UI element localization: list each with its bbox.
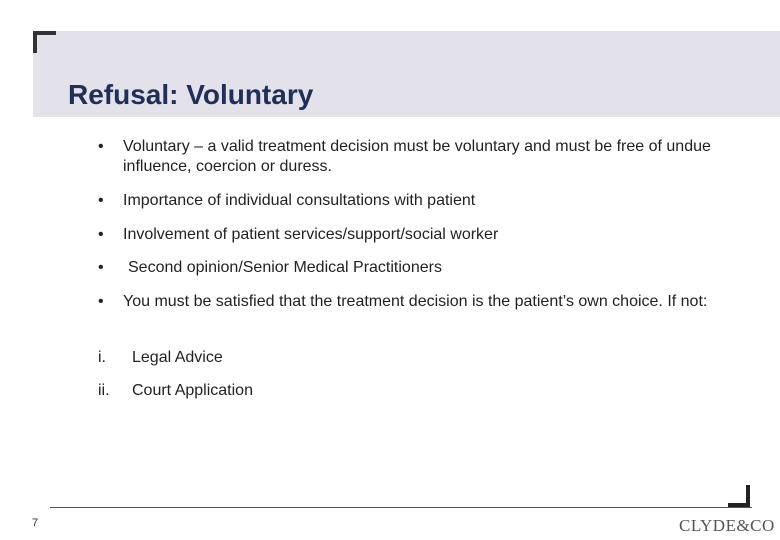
corner-mark-top-left-vertical xyxy=(33,31,37,53)
bullet-marker: • xyxy=(98,226,104,243)
bullet-item xyxy=(98,137,723,177)
page-number: 7 xyxy=(32,517,39,529)
bullet-item xyxy=(98,191,723,211)
bullet-text: Involvement of patient services/support/social worker xyxy=(123,226,499,243)
company-logo: CLYDE&CO xyxy=(679,516,775,535)
bullet-text: You must be satisfied that the treatment decision is the patient’s own choice. If not: xyxy=(123,293,708,310)
bullet-text: Second opinion/Senior Medical Practitioners xyxy=(128,259,442,276)
bullet-item xyxy=(98,292,723,312)
bullet-marker: • xyxy=(98,293,104,310)
bullet-marker: • xyxy=(98,138,104,155)
numbered-item xyxy=(98,348,732,368)
numbered-text: Legal Advice xyxy=(132,349,223,366)
numbered-marker: ii. xyxy=(98,382,110,399)
bullet-item xyxy=(98,258,728,278)
bullet-marker: • xyxy=(98,192,104,209)
bullet-marker: • xyxy=(98,259,104,276)
numbered-text: Court Application xyxy=(132,382,253,399)
slide-title: Refusal: Voluntary xyxy=(68,79,314,110)
corner-mark-bottom-right-vertical xyxy=(746,485,750,507)
footer-divider xyxy=(50,507,752,508)
bullet-text: Voluntary – a valid treatment decision must be voluntary and must be free of undue influence, coercion or duress. xyxy=(123,138,711,175)
bullet-text: Importance of individual consultations with patient xyxy=(123,192,476,209)
numbered-marker: i. xyxy=(98,349,106,366)
numbered-item xyxy=(98,381,732,401)
bullet-item xyxy=(98,225,723,245)
